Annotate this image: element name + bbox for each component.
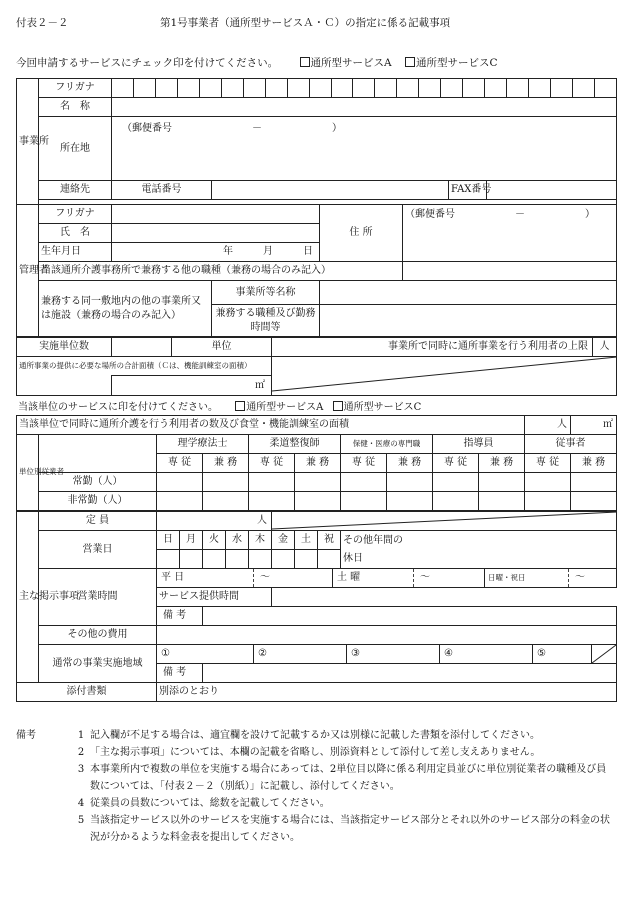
other-costs-input[interactable]	[157, 626, 617, 645]
day-mon[interactable]: 月	[180, 531, 203, 550]
role-judo: 柔道整復師	[249, 435, 341, 454]
diagonal-line	[272, 357, 617, 391]
staff-cell[interactable]	[387, 473, 433, 492]
weekday-label: 平 日	[161, 572, 185, 584]
manager-concurrent-input[interactable]	[403, 262, 617, 281]
staff-cell[interactable]	[249, 492, 295, 511]
staff-cell[interactable]	[295, 473, 341, 492]
role-worker: 従事者	[525, 435, 617, 454]
manager-section-label: 管理者	[17, 205, 39, 337]
saturday-label: 土 曜	[337, 572, 361, 584]
office-fax-input[interactable]	[487, 181, 617, 200]
unit-option-c[interactable]: 通所型サービスC	[333, 402, 422, 413]
col-fulltime: 専 従	[249, 454, 295, 473]
staff-cell[interactable]	[157, 473, 203, 492]
saturday-tilde: ～	[420, 572, 430, 584]
office-furigana-label: フリガナ	[39, 79, 112, 98]
manager-furigana-input[interactable]	[112, 205, 320, 224]
attachments-value: 別添のとおり	[157, 683, 617, 702]
service-hours-input[interactable]	[272, 588, 617, 607]
note-text: 本事業所内で複数の単位を実施する場合にあっては、2単位目以降に係る利用定員並びに単位別従業者の職種及び員数については、「付表２－２（別紙）」に記載し、添付してください。	[90, 764, 607, 792]
weekday-start[interactable]	[209, 569, 254, 587]
manager-birth-label: 生年月日	[39, 243, 112, 262]
unit-checkbox-a[interactable]	[235, 401, 245, 411]
office-section-label: 事業所	[17, 79, 39, 205]
staff-cell[interactable]	[157, 492, 203, 511]
staff-cell[interactable]	[525, 473, 571, 492]
day-sun[interactable]: 日	[157, 531, 180, 550]
service-area-label: 通常の事業実施地域	[39, 645, 157, 683]
col-concurrent: 兼 務	[295, 454, 341, 473]
day-wed[interactable]: 水	[226, 531, 249, 550]
office-fax-label: FAX番号	[449, 181, 487, 200]
sunday-tilde: ～	[575, 572, 585, 584]
notes-label: 備考	[16, 730, 36, 741]
facility-job-label: 兼務する職種及び勤務時間等	[212, 305, 320, 337]
attachments-label: 添付書類	[17, 683, 157, 702]
office-phone-label: 電話番号	[112, 181, 212, 200]
col-fulltime: 専 従	[525, 454, 571, 473]
manager-name-input[interactable]	[112, 224, 320, 243]
option-a[interactable]: 通所型サービスA	[300, 57, 392, 69]
saturday-start[interactable]	[377, 569, 414, 587]
note-number: 5	[77, 815, 85, 826]
unit-table	[16, 337, 617, 396]
note-number: 3	[77, 764, 85, 775]
capacity-label: 定 員	[39, 512, 157, 531]
facility-name-label: 事業所等名称	[212, 281, 320, 305]
intro-text: 今回申請するサービスにチェック印を付けてください。	[16, 57, 279, 69]
role-pt: 理学療法士	[157, 435, 249, 454]
note-text: 従業員の員数については、総数を記載してください。	[90, 798, 330, 809]
staff-cell[interactable]	[341, 492, 387, 511]
unit-count-label: 実施単位数	[17, 338, 112, 357]
office-manager-table	[16, 78, 617, 337]
checkbox-c[interactable]	[405, 57, 415, 67]
option-c[interactable]: 通所型サービスC	[405, 57, 498, 69]
staff-cell[interactable]	[295, 492, 341, 511]
diagonal-line	[591, 645, 616, 663]
saturday-end[interactable]	[436, 569, 485, 587]
other-days-label: その他年間の	[341, 531, 617, 550]
staff-cell[interactable]	[433, 473, 479, 492]
office-address-input[interactable]: （郵便番号 － ）	[112, 117, 617, 181]
service-hours-label: サービス提供時間	[157, 588, 272, 607]
office-phone-input[interactable]	[212, 181, 449, 200]
sunday-start[interactable]	[538, 569, 569, 587]
manager-address-label: 住 所	[320, 205, 403, 262]
staff-cell[interactable]	[387, 492, 433, 511]
unit-checkbox-c[interactable]	[333, 401, 343, 411]
display-table	[16, 511, 617, 702]
staff-cell[interactable]	[341, 473, 387, 492]
note-text: 「主な掲示事項」については、本欄の記載を省略し、別添資料として添付して差し支えありません。	[90, 747, 541, 758]
facility-name-input[interactable]	[320, 281, 617, 305]
checkbox-a[interactable]	[300, 57, 310, 67]
staff-cell[interactable]	[571, 473, 617, 492]
page-title: 第1号事業者（通所型サービスＡ・Ｃ）の指定に係る記載事項	[160, 17, 451, 29]
unit-area-input[interactable]: ㎡	[571, 416, 617, 435]
col-concurrent: 兼 務	[203, 454, 249, 473]
table-number: 付表２－２	[16, 17, 69, 29]
area-label: 通所事業の提供に必要な場所の合計面積（Ｃは、機能訓練室の面積）	[17, 357, 272, 376]
day-tue[interactable]: 火	[203, 531, 226, 550]
days-label: 営業日	[39, 531, 157, 569]
unit-person-input[interactable]: 人	[525, 416, 571, 435]
manager-other-facility-label: 兼務する同一敷地内の他の事業所又は施設（兼務の場合のみ記入）	[39, 281, 212, 337]
col-fulltime: 専 従	[157, 454, 203, 473]
manager-birth-input[interactable]: 年 月 日	[112, 243, 320, 262]
col-concurrent: 兼 務	[387, 454, 433, 473]
office-address-label: 所在地	[39, 117, 112, 181]
staff-cell[interactable]	[203, 492, 249, 511]
holidays-label: 休日	[341, 550, 617, 569]
office-name-input[interactable]	[112, 98, 617, 117]
manager-concurrent-label: 当該通所介護事務所で兼務する他の職種（兼務の場合のみ記入）	[39, 262, 403, 281]
area-diagonal	[272, 357, 617, 396]
hours-remarks-label: 備 考	[157, 607, 203, 626]
service-area-row	[157, 645, 617, 664]
col-concurrent: 兼 務	[571, 454, 617, 473]
note-number: 2	[77, 747, 85, 758]
staff-display-table	[16, 415, 617, 511]
manager-address-input[interactable]: （郵便番号 － ）	[403, 205, 617, 262]
area-4[interactable]: ④	[440, 645, 533, 663]
staff-cell[interactable]	[249, 473, 295, 492]
capacity-input[interactable]: 人	[157, 512, 272, 531]
area-remarks-input[interactable]	[203, 664, 617, 683]
row-parttime-label: 非常勤（人）	[39, 492, 157, 511]
area-remarks-label: 備 考	[157, 664, 203, 683]
col-fulltime: 専 従	[433, 454, 479, 473]
note-number: 1	[77, 730, 85, 741]
area-1[interactable]: ①	[157, 645, 254, 663]
note-text: 当該指定サービス以外のサービスを実施する場合には、当該指定サービス部分とそれ以外のサービス部分の料金の状況が分かるような料金表を提出してください。	[90, 815, 610, 843]
hours-label: 営業時間	[39, 569, 157, 626]
notes-section	[16, 727, 616, 846]
day-thu[interactable]: 木	[249, 531, 272, 550]
note-text: 記入欄が不足する場合は、適宜欄を設けて記載するか又は別様に記載した書類を添付してください。	[90, 730, 540, 741]
user-upper-label: 事業所で同時に通所事業を行う利用者の上限	[272, 338, 593, 357]
col-fulltime: 専 従	[341, 454, 387, 473]
office-furigana-input[interactable]	[112, 79, 617, 98]
unit-option-a[interactable]: 通所型サービスA	[235, 402, 323, 413]
staff-cell[interactable]	[525, 492, 571, 511]
unit-concurrent-label: 当該単位で同時に通所介護を行う利用者の数及び食堂・機能訓練室の面積	[17, 416, 525, 435]
sunday-label: 日曜・祝日	[488, 572, 526, 582]
capacity-diagonal	[272, 512, 617, 531]
role-instructor: 指導員	[433, 435, 525, 454]
day-sat[interactable]: 土	[295, 531, 318, 550]
hours-remarks-input[interactable]	[203, 607, 617, 626]
area-2[interactable]: ②	[254, 645, 347, 663]
day-holiday[interactable]: 祝	[318, 531, 341, 550]
staff-cell[interactable]	[479, 492, 525, 511]
staff-cell[interactable]	[571, 492, 617, 511]
area-input[interactable]: ㎡	[112, 376, 272, 396]
staff-cell[interactable]	[479, 473, 525, 492]
staff-cell[interactable]	[203, 473, 249, 492]
day-fri[interactable]: 金	[272, 531, 295, 550]
area-5[interactable]: ⑤	[537, 648, 546, 659]
facility-job-input[interactable]	[320, 305, 617, 337]
office-name-label: 名 称	[39, 98, 112, 117]
col-concurrent: 兼 務	[479, 454, 525, 473]
display-section-label: 主な掲示事項	[17, 512, 39, 683]
office-contact-label: 連絡先	[39, 181, 112, 200]
diagonal-line	[272, 512, 617, 529]
hours-row	[157, 569, 617, 588]
unit-count-input[interactable]	[112, 338, 172, 357]
weekday-tilde: ～	[260, 572, 270, 584]
manager-furigana-label: フリガナ	[39, 205, 112, 224]
area-3[interactable]: ③	[347, 645, 440, 663]
unit-label: 単位	[172, 338, 272, 357]
row-regular-label: 常勤（人）	[39, 473, 157, 492]
staff-cell[interactable]	[433, 492, 479, 511]
user-upper-unit: 人	[593, 338, 617, 357]
unit-mark-line: 当該単位のサービスに印を付けてください。 通所型サービスA 通所型サービスC	[18, 402, 422, 413]
note-number: 4	[77, 798, 85, 809]
weekday-end[interactable]	[276, 569, 333, 587]
staff-section-label: 単位別従業者	[17, 435, 39, 511]
manager-name-label: 氏 名	[39, 224, 112, 243]
role-medical: 保健・医療の専門職	[341, 435, 433, 454]
intro-line	[16, 57, 498, 69]
other-costs-label: その他の費用	[39, 626, 157, 645]
